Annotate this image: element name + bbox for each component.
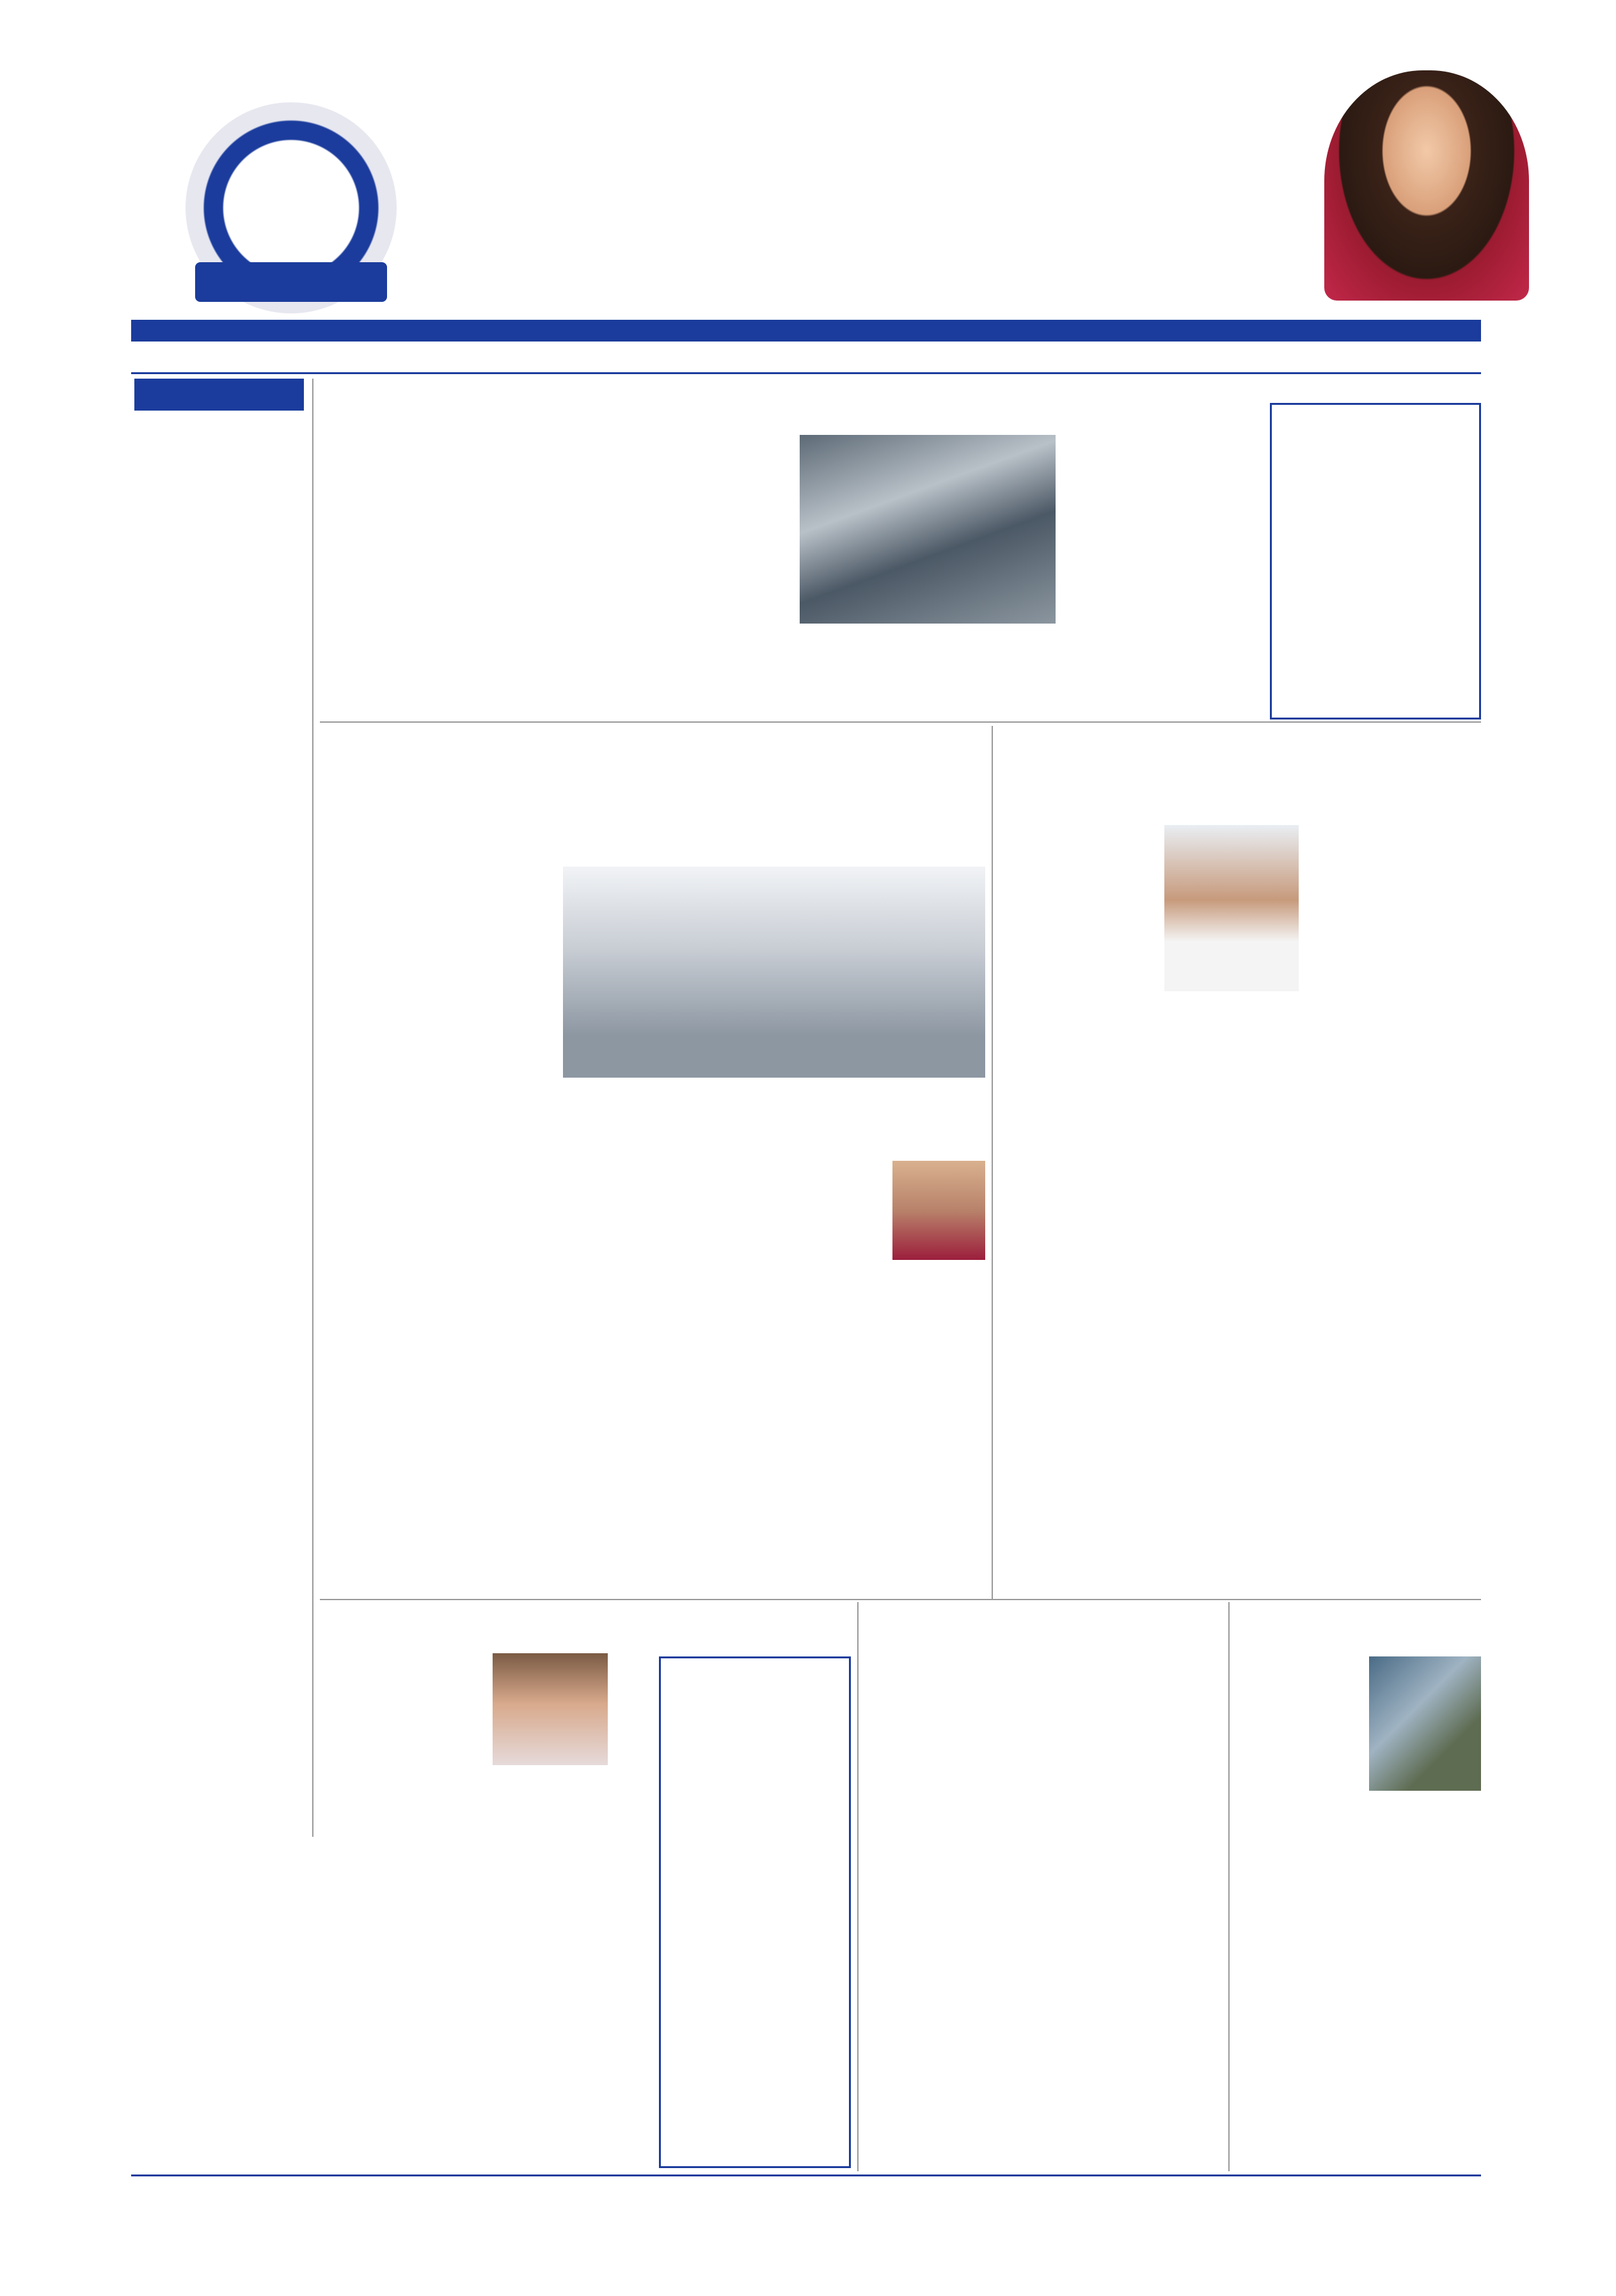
- women-body: [563, 1161, 883, 1596]
- cooperative-headline-1: [320, 758, 985, 809]
- info-bar: [131, 345, 1481, 374]
- conversion-col2: [1308, 825, 1481, 1190]
- bridge-box: [659, 1656, 851, 2168]
- odisha-col1: [1235, 1797, 1363, 2168]
- borewell-col2: [493, 1772, 656, 2168]
- train-accident-photo: [1369, 1656, 1481, 1791]
- smriti-irani-photo: [892, 1161, 985, 1260]
- borewell-headline: [320, 1602, 851, 1648]
- conversion-col1: [998, 825, 1158, 1592]
- cooperative-kicker: [320, 726, 985, 755]
- srishti-photo: [493, 1653, 608, 1765]
- odisha-headline: [1235, 1602, 1481, 1650]
- cyclone-box: [1270, 403, 1481, 719]
- masthead-strip: [131, 320, 1481, 342]
- cooperative-col2: [320, 1279, 550, 1596]
- odisha-col2: [1369, 1797, 1481, 2168]
- borewell-col1: [320, 1727, 486, 2168]
- bridge-body: [666, 1670, 844, 2105]
- conversion-headline-2: [998, 767, 1481, 806]
- fc-story-2-body: [131, 826, 307, 1223]
- fc-story-4-body: [131, 1695, 307, 2181]
- meeting-photo: [563, 867, 985, 1078]
- editor-portrait: [1324, 70, 1529, 301]
- monsoon-headline: [320, 379, 1263, 431]
- anniversary-ribbon: [195, 262, 387, 302]
- cyclone-body: [1278, 416, 1473, 659]
- cooperative-headline-2: [320, 809, 985, 860]
- third-front-body: [1164, 1388, 1481, 1596]
- monsoon-rain-photo: [800, 435, 1056, 624]
- legislators-body: [1164, 1215, 1481, 1362]
- monsoon-photo-caption: [800, 627, 1056, 716]
- bhupesh-baghel-photo: [1164, 825, 1299, 991]
- fc-story-3-body: [131, 1274, 307, 1619]
- monsoon-col3: [1065, 435, 1263, 716]
- fc-story-1-body: [131, 486, 307, 774]
- fc-story-5-body: [131, 2258, 307, 2293]
- monsoon-col2: [563, 435, 790, 716]
- mps-letter-body: [864, 1676, 1222, 2168]
- first-column-label: [134, 379, 304, 411]
- conversion-headline-1: [998, 726, 1481, 764]
- monsoon-col1: [320, 460, 553, 716]
